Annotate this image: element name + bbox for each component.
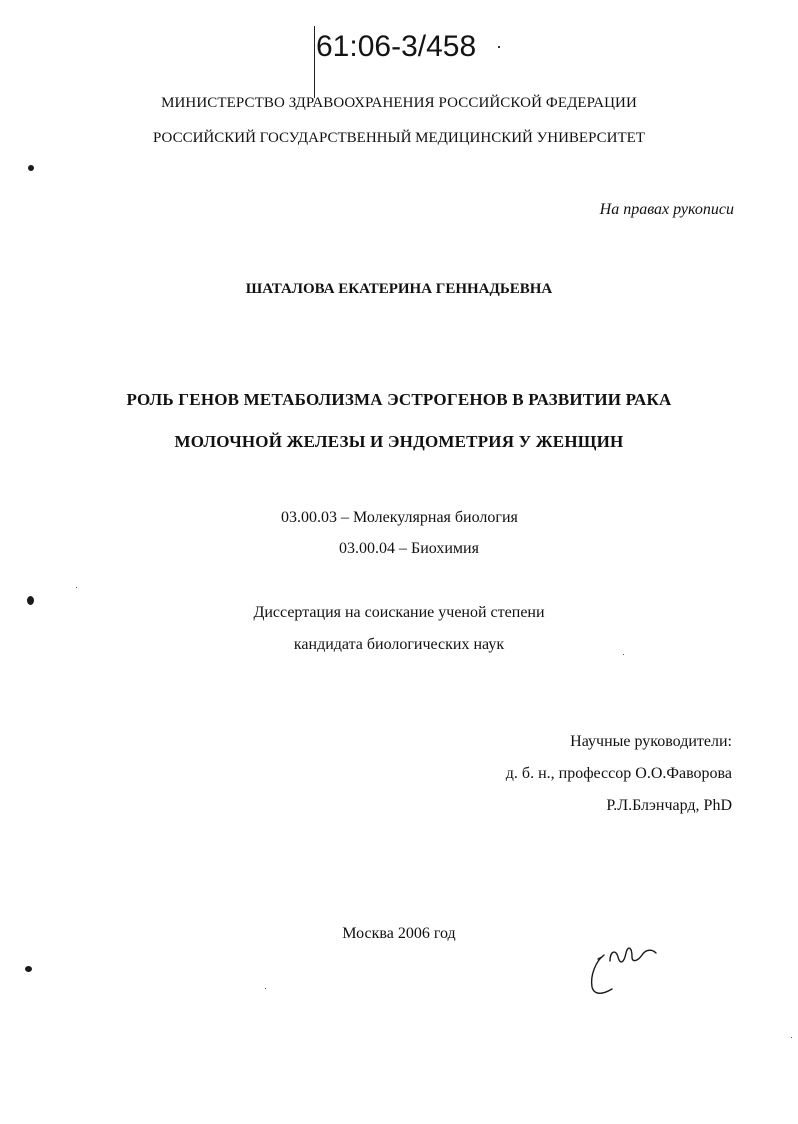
degree-line-1: Диссертация на соискание ученой степени <box>253 604 545 621</box>
supervisors-heading: Научные руководители: <box>570 733 732 750</box>
manuscript-note: На правах рукописи <box>599 201 734 218</box>
dissertation-title-line-1: РОЛЬ ГЕНОВ МЕТАБОЛИЗМА ЭСТРОГЕНОВ В РАЗВИТИИ РАКА <box>126 390 672 409</box>
dissertation-title-line-2: МОЛОЧНОЙ ЖЕЛЕЗЫ И ЭНДОМЕТРИЯ У ЖЕНЩИН <box>174 432 624 451</box>
supervisor-1: д. б. н., профессор О.О.Фаворова <box>505 765 732 782</box>
scan-mark-1 <box>28 165 34 171</box>
scan-mark-2 <box>27 596 34 605</box>
stamp-dot <box>498 46 500 48</box>
specialty-code-2: 03.00.04 – Биохимия <box>339 540 479 557</box>
supervisor-2: Р.Л.Блэнчард, PhD <box>606 797 732 814</box>
scan-speck <box>623 654 624 655</box>
ministry-heading: МИНИСТЕРСТВО ЗДРАВООХРАНЕНИЯ РОССИЙСКОЙ ФЕДЕРАЦИИ <box>161 95 637 111</box>
scan-mark-3 <box>25 966 32 972</box>
scan-speck <box>76 587 77 588</box>
scan-speck <box>265 988 266 989</box>
place-and-year: Москва 2006 год <box>342 925 456 942</box>
university-heading: РОССИЙСКИЙ ГОСУДАРСТВЕННЫЙ МЕДИЦИНСКИЙ УНИВЕРСИТЕТ <box>153 130 645 146</box>
author-name: ШАТАЛОВА ЕКАТЕРИНА ГЕННАДЬЕВНА <box>245 281 553 297</box>
specialty-code-1: 03.00.03 – Молекулярная биология <box>281 509 518 526</box>
stamp-code: 61:06-3/458 <box>316 30 477 63</box>
degree-line-2: кандидата биологических наук <box>293 636 505 653</box>
stamp-rule <box>314 26 315 98</box>
scan-speck <box>791 1037 792 1038</box>
handwritten-signature <box>582 935 662 1005</box>
